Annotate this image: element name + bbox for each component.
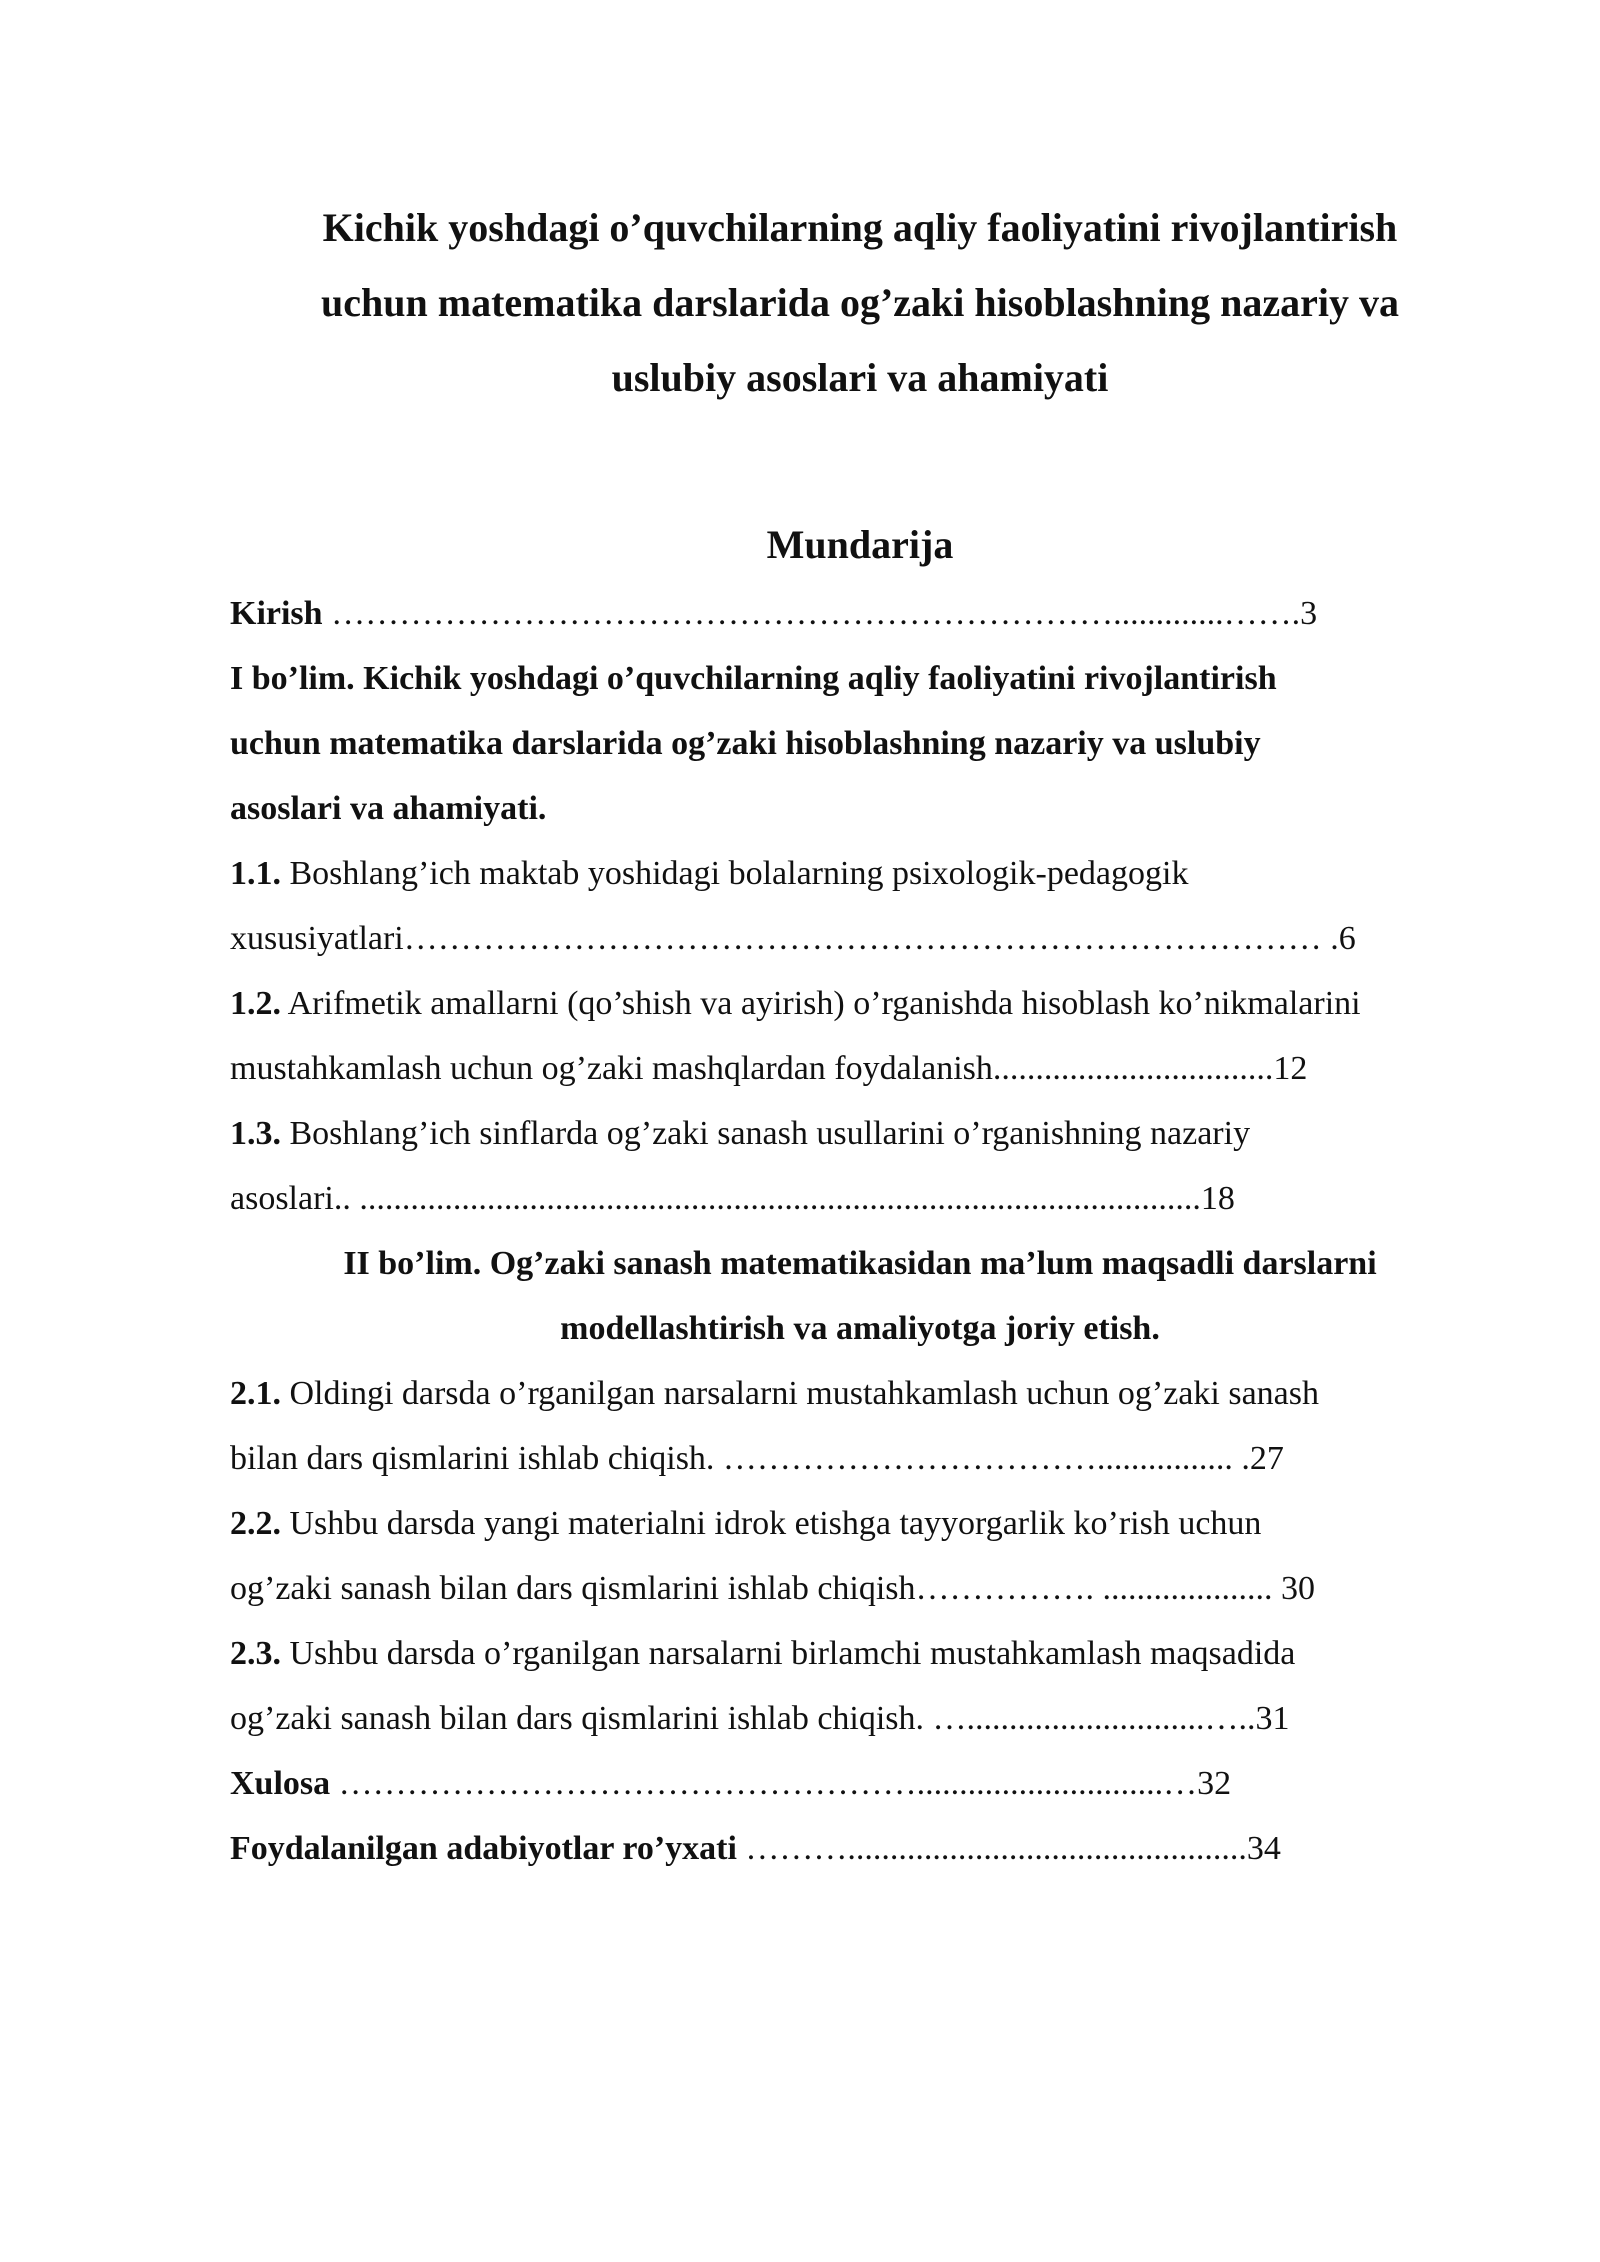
document-title — [230, 190, 1490, 415]
toc-entry-leader: …………………………………………….............................… — [330, 1765, 1198, 1802]
toc-entry-xulosa — [230, 1751, 1490, 1816]
title-line-2: uchun matematika darslarida og’zaki hisoblashning nazariy va — [321, 280, 1399, 325]
toc-entry-text-continued: bilan dars qismlarini ishlab chiqish. ……………………………................ .27 — [230, 1440, 1284, 1477]
toc-entry-text: Oldingi darsda o’rganilgan narsalarni mustahkamlash uchun og’zaki sanash — [281, 1375, 1319, 1412]
toc-entry-1-3 — [230, 1101, 1490, 1231]
toc-entry-leader: ………............................................... — [736, 1830, 1247, 1867]
toc-entry-number: 2.1. — [230, 1375, 281, 1412]
toc-part-1-line-3: asoslari va ahamiyati. — [230, 790, 547, 827]
toc-entry-number: 1.2. — [230, 985, 281, 1022]
toc-entry-text: Boshlang’ich sinflarda og’zaki sanash usullarini o’rganishning nazariy — [281, 1115, 1251, 1152]
document-page — [230, 190, 1490, 1881]
toc-entry-kirish — [230, 581, 1490, 646]
toc-part-2-line-2: modellashtirish va amaliyotga joriy etish. — [560, 1310, 1160, 1347]
title-line-3: uslubiy asoslari va ahamiyati — [611, 355, 1109, 400]
toc-entry-text-continued: xususiyatlari……………………………………………………………………… .6 — [230, 920, 1356, 957]
toc-entry-1-1 — [230, 841, 1490, 971]
toc-heading: Mundarija — [766, 522, 954, 567]
toc-entry-number: 2.2. — [230, 1505, 281, 1542]
toc-entry-text: Ushbu darsda yangi materialni idrok etishga tayyorgarlik ko’rish uchun — [281, 1505, 1262, 1542]
toc-entry-text: Boshlang’ich maktab yoshidagi bolalarning psixologik-pedagogik — [281, 855, 1189, 892]
toc-entry-leader: …………………………………………………………….............…… — [322, 595, 1292, 632]
toc-entry-text-continued: og’zaki sanash bilan dars qismlarini ishlab chiqish……………. .................... 30 — [230, 1570, 1316, 1607]
toc-entry-2-1 — [230, 1361, 1490, 1491]
toc-entry-label: Foydalanilgan adabiyotlar ro’yxati — [230, 1830, 737, 1867]
toc-entry-number: 2.3. — [230, 1635, 281, 1672]
toc-entry-label: Kirish — [230, 595, 323, 632]
toc-entry-2-2 — [230, 1491, 1490, 1621]
toc-entry-page: .3 — [1291, 595, 1318, 632]
toc-entry-text: Arifmetik amallarni (qo’shish va ayirish) o’rganishda hisoblash ko’nikmalarini — [281, 985, 1361, 1022]
toc-entry-page: 34 — [1246, 1830, 1281, 1867]
toc-entry-text-continued: mustahkamlash uchun og’zaki mashqlardan foydalanish.................................12 — [230, 1050, 1308, 1087]
toc-part-2-line-1: II bo’lim. Og’zaki sanash matematikasidan ma’lum maqsadli darslarni — [343, 1245, 1377, 1282]
toc-entry-1-2 — [230, 971, 1490, 1101]
table-of-contents — [230, 581, 1490, 1881]
toc-entry-text-continued: asoslari.. ...................................................................................................18 — [230, 1180, 1235, 1217]
toc-entry-page: 32 — [1197, 1765, 1232, 1802]
title-line-1: Kichik yoshdagi o’quvchilarning aqliy faoliyatini rivojlantirish — [322, 205, 1398, 250]
toc-part-1 — [230, 646, 1490, 841]
toc-part-1-line-1: I bo’lim. Kichik yoshdagi o’quvchilarning aqliy faoliyatini rivojlantirish — [230, 660, 1277, 697]
toc-part-2 — [230, 1231, 1490, 1361]
toc-part-1-line-2: uchun matematika darslarida og’zaki hisoblashning nazariy va uslubiy — [230, 725, 1261, 762]
toc-entry-label: Xulosa — [230, 1765, 331, 1802]
toc-entry-text: Ushbu darsda o’rganilgan narsalarni birlamchi mustahkamlash maqsadida — [281, 1635, 1296, 1672]
toc-entry-number: 1.1. — [230, 855, 281, 892]
toc-entry-2-3 — [230, 1621, 1490, 1751]
toc-entry-number: 1.3. — [230, 1115, 281, 1152]
toc-entry-text-continued: og’zaki sanash bilan dars qismlarini ishlab chiqish. …............................…..31 — [230, 1700, 1290, 1737]
toc-entry-adabiyotlar — [230, 1816, 1490, 1881]
